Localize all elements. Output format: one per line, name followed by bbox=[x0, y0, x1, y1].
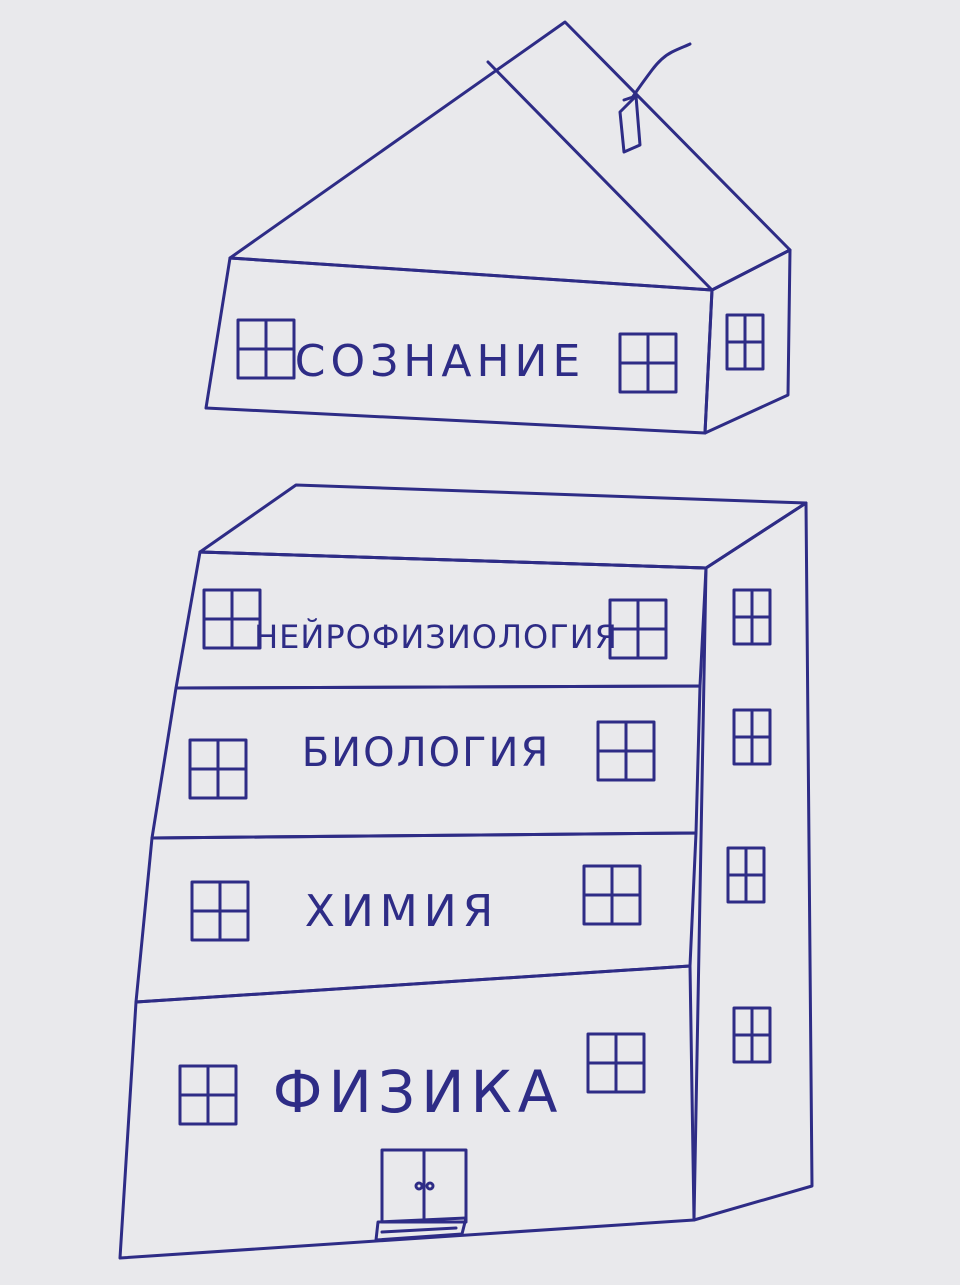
door-icon bbox=[376, 1150, 466, 1240]
window-icon bbox=[728, 848, 764, 902]
window-icon bbox=[620, 334, 676, 392]
window-icon bbox=[180, 1066, 236, 1124]
window-icon bbox=[734, 1008, 770, 1062]
window-icon bbox=[584, 866, 640, 924]
label-chemistry: ХИМИЯ bbox=[304, 886, 500, 937]
label-consciousness: СОЗНАНИЕ bbox=[294, 336, 586, 387]
main-building bbox=[120, 485, 812, 1258]
window-icon bbox=[734, 710, 770, 764]
label-neurophysiology: НЕЙРОФИЗИОЛОГИЯ bbox=[254, 618, 618, 656]
window-icon bbox=[238, 320, 294, 378]
window-icon bbox=[727, 315, 763, 369]
window-icon bbox=[734, 590, 770, 644]
window-icon bbox=[192, 882, 248, 940]
label-biology: БИОЛОГИЯ bbox=[301, 730, 551, 776]
window-icon bbox=[598, 722, 654, 780]
window-icon bbox=[204, 590, 260, 648]
chimney-icon bbox=[620, 44, 690, 152]
roof-outline bbox=[230, 22, 790, 290]
window-icon bbox=[610, 600, 666, 658]
label-physics: ФИЗИКА bbox=[272, 1058, 564, 1126]
roof-ridge-line bbox=[488, 62, 712, 290]
window-icon bbox=[190, 740, 246, 798]
window-icon bbox=[588, 1034, 644, 1092]
